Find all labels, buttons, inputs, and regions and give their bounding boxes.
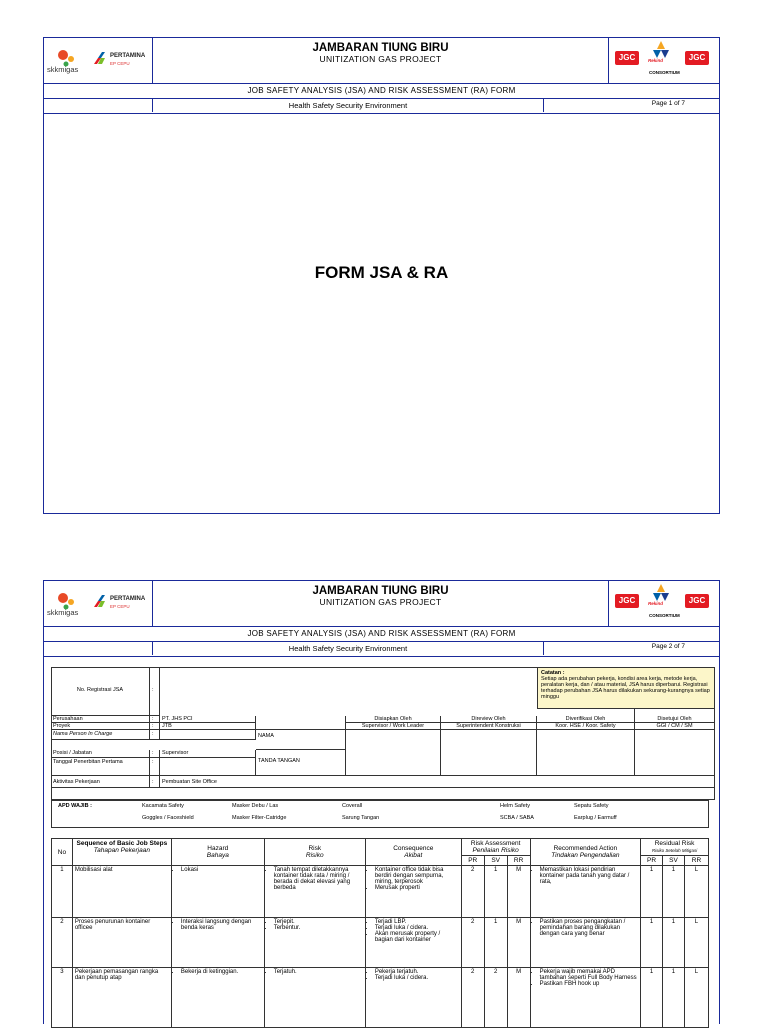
project-subtitle: UNITIZATION GAS PROJECT (319, 597, 442, 607)
row-pr: 2 (461, 918, 484, 968)
pertamina-logo-text: PERTAMINA (110, 596, 146, 602)
consequence-item: • Terjadi LBP. (375, 919, 459, 925)
col-risk (264, 839, 365, 866)
col-seq (72, 839, 171, 866)
note-text: Setiap ada perubahan pekerja, kondisi area kerja, metode kerja, peralatan kerja, dan / atau material, JSA harus diperbarui. Registrasi terhadap perubahan JSA harus dilakukan sekurang-kurangnya setiap minggu (541, 676, 710, 700)
note-title: Catatan : (541, 670, 565, 676)
pertamina-logo-icon (92, 50, 108, 66)
col-consequence (365, 839, 461, 866)
apd-item: Sepatu Safety (574, 803, 609, 809)
row-action (530, 968, 641, 1028)
form-title: JOB SAFETY ANALYSIS (JSA) AND RISK ASSESSMENT (RA) FORM (44, 627, 719, 642)
row-res-rr: L (684, 968, 708, 1028)
jgc-logo-left: JGC (615, 51, 639, 65)
project-subtitle: UNITIZATION GAS PROJECT (319, 54, 442, 64)
col-consequence-en: Consequence (393, 845, 434, 852)
jgc-logo-right: JGC (685, 51, 709, 65)
project-value: JTB (160, 723, 256, 730)
row-res-pr: 1 (641, 968, 663, 1028)
row-hazard (171, 866, 264, 918)
col-residual-en: Residual Risk (654, 840, 695, 847)
row-pr: 2 (461, 968, 484, 1028)
rekind-logo-text: Rekind (648, 58, 664, 63)
cover-title: FORM JSA & RA (314, 263, 449, 282)
date-colon: : (150, 758, 160, 776)
row-res-sv: 1 (663, 866, 685, 918)
jsa-info-block (51, 664, 719, 804)
col-action-id: Tindakan Pengendalian (551, 852, 620, 859)
hazard-item: • Lokasi (181, 867, 262, 873)
apd-label: APD WAJIB : (58, 803, 92, 809)
col-res-sv: SV (663, 856, 685, 866)
department-row (44, 642, 719, 657)
row-no: 1 (52, 866, 73, 918)
col-risk-id: Risiko (305, 852, 324, 859)
consequence-item: • Pekerja terjatuh. (375, 969, 459, 975)
row-action (530, 918, 641, 968)
col-sv: SV (484, 856, 507, 866)
table-row (52, 968, 709, 1028)
col-consequence-id: Akibat (404, 852, 423, 859)
consequence-item: • Akan merusak property / bagian dari kontainer (375, 931, 459, 943)
col-action-en: Recommended Action (553, 845, 618, 852)
col-rr: RR (507, 856, 530, 866)
prepared-by-label: Disiapkan Oleh (346, 716, 441, 723)
approved-by-role: GGI / CM / SM (635, 723, 715, 730)
risk-item: • Terjepit. (274, 919, 363, 925)
client-logos (44, 38, 153, 83)
activity-value: Pembuatan Site Office (160, 776, 715, 788)
pic-value (160, 730, 256, 740)
table-row (52, 918, 709, 968)
page-1 (43, 37, 720, 514)
consequence-item: • Terjadi luka / cidera. (375, 975, 459, 981)
rekind-logo-text: Rekind (648, 601, 664, 606)
project-colon: : (150, 723, 160, 730)
col-ra-id: Penilaian Risiko (472, 847, 519, 854)
row-risk (264, 866, 365, 918)
col-pr: PR (461, 856, 484, 866)
activity-label: Aktivitas Pekerjaan (51, 776, 150, 788)
consortium-label: CONSORTIUM (649, 70, 680, 75)
row-rr: M (507, 968, 530, 1028)
contractor-logos (608, 38, 719, 83)
action-item: • Memastikan lokasi pendirian kontainer pada tanah yang datar / rata, (540, 867, 639, 885)
form-title: JOB SAFETY ANALYSIS (JSA) AND RISK ASSESSMENT (RA) FORM (44, 84, 719, 99)
header-title-block (152, 585, 609, 607)
note-box (537, 667, 715, 709)
row-rr: M (507, 918, 530, 968)
department-name: Health Safety Security Environment (152, 99, 544, 112)
project-label: Proyek (51, 723, 150, 730)
verified-by-label: Diverifikasi Oleh (537, 709, 635, 723)
prepared-by-role: Supervisor / Work Leader (346, 723, 441, 730)
hazard-table (51, 838, 709, 1028)
hazard-item: • Bekerja di ketinggian. (181, 969, 262, 975)
row-hazard (171, 918, 264, 968)
row-res-rr: L (684, 918, 708, 968)
row-step: Mobilisasi alat (72, 866, 171, 918)
apd-item: Masker Filter-Catridge (232, 815, 287, 821)
consequence-item: • Kontainer office tidak bisa berdiri dengan sempurna, miring, terperosok (375, 867, 459, 885)
row-action (530, 866, 641, 918)
col-no: No (52, 839, 73, 866)
row-consequence (365, 918, 461, 968)
col-risk-en: Risk (308, 845, 322, 852)
apd-item: Masker Debu / Las (232, 803, 279, 809)
row-no: 3 (52, 968, 73, 1028)
skkmigas-logo-text: skkmigas (47, 65, 79, 74)
company-value: PT. JHS PCI (160, 716, 256, 723)
row-consequence (365, 968, 461, 1028)
row-risk (264, 968, 365, 1028)
action-item: • Pastikan proses pengangkatan / pemindahan barang dilakukan dengan cara yang benar (540, 919, 639, 937)
project-title: JAMBARAN TIUNG BIRU (312, 585, 449, 597)
date-value (160, 758, 256, 776)
jgc-logo-left: JGC (615, 594, 639, 608)
row-res-sv: 1 (663, 968, 685, 1028)
company-colon: : (150, 716, 160, 723)
department-row (44, 99, 719, 114)
action-item: • Pekerja wajib memakai APD tambahan seperti Full Body Harness (540, 969, 639, 981)
row-sv: 2 (484, 968, 507, 1028)
contractor-logos (608, 581, 719, 626)
consortium-label: CONSORTIUM (649, 613, 680, 618)
row-rr: M (507, 866, 530, 918)
col-hazard (171, 839, 264, 866)
header-title-block (152, 42, 609, 64)
row-sv: 1 (484, 866, 507, 918)
risk-item: • Terjatuh. (274, 969, 363, 975)
jgc-logo-right: JGC (685, 594, 709, 608)
row-res-sv: 1 (663, 918, 685, 968)
action-item: • Pastikan FBH hook up (540, 981, 639, 987)
row-consequence (365, 866, 461, 918)
client-logos (44, 581, 153, 626)
row-step: Pekerjaan pemasangan rangka dan penutup atap (72, 968, 171, 1028)
row-res-rr: L (684, 866, 708, 918)
col-seq-en: Sequence of Basic Job Steps (76, 840, 168, 847)
page-header (44, 581, 719, 627)
col-ra-en: Risk Assessment (470, 840, 521, 847)
pertamina-logo-sub: EP CEPU (110, 604, 130, 609)
page-2 (43, 580, 720, 1024)
approved-by-label: Disetujui Oleh (635, 709, 715, 723)
apd-item: Kacamata Safety (142, 803, 184, 809)
date-label: Tanggal Penerbitan Pertama (51, 758, 150, 776)
risk-item: • Terbentur. (274, 925, 363, 931)
position-value: Supervisor (160, 750, 256, 758)
apd-required (51, 800, 709, 828)
row-sv: 1 (484, 918, 507, 968)
reviewed-by-role: Superintendent Konstruksi (441, 723, 537, 730)
company-label: Perusahaan (51, 716, 150, 723)
row-hazard (171, 968, 264, 1028)
blank-cell (256, 716, 346, 730)
pertamina-logo-icon (92, 593, 108, 609)
row-step: Proses penurunan kontainer officee (72, 918, 171, 968)
apd-item: Earplug / Earmuff (574, 815, 617, 821)
col-res-pr: PR (641, 856, 663, 866)
approved-by-sign (635, 730, 715, 776)
verified-by-sign (537, 730, 635, 776)
pic-colon: : (150, 730, 160, 740)
apd-item: Sarung Tangan (342, 815, 380, 821)
consequence-item: • Terjadi luka / cidera. (375, 925, 459, 931)
verified-by-role: Koor. HSE / Koor. Safety (537, 723, 635, 730)
col-hazard-id: Bahaya (206, 852, 229, 859)
row-pr: 2 (461, 866, 484, 918)
signature-label: TANDA TANGAN (256, 750, 346, 776)
reviewed-by-sign (441, 730, 537, 776)
row-risk (264, 918, 365, 968)
department-name: Health Safety Security Environment (152, 642, 544, 655)
row-res-pr: 1 (641, 918, 663, 968)
row-no: 2 (52, 918, 73, 968)
position-colon: : (150, 750, 160, 758)
apd-item: Coverall (342, 803, 363, 809)
prepared-by-sign (346, 730, 441, 776)
table-row (52, 866, 709, 918)
activity-colon: : (150, 776, 160, 788)
risk-item: • Tanah tempat diletakkannya kontainer tidak rata / miring / berada di dekat elevasi yang berbeda (274, 867, 363, 891)
col-residual-id: Risiko Setelah Mitigasi (651, 848, 698, 853)
nama-label: NAMA (256, 730, 346, 750)
consequence-item: • Merusak properti (375, 885, 459, 891)
pic-label: Nama Person In Charge (51, 730, 150, 740)
pertamina-logo-text: PERTAMINA (110, 53, 146, 59)
reg-colon: : (150, 667, 160, 716)
col-action (530, 839, 641, 866)
skkmigas-logo-text: skkmigas (47, 608, 79, 617)
position-label: Posisi / Jabatan (51, 750, 150, 758)
reviewed-by-label: Direview Oleh (441, 716, 537, 723)
pertamina-logo-sub: EP CEPU (110, 61, 130, 66)
page-number: Page 1 of 7 (651, 100, 685, 107)
col-risk-assessment (461, 839, 530, 856)
col-res-rr: RR (684, 856, 708, 866)
page-number: Page 2 of 7 (651, 643, 685, 650)
col-hazard-en: Hazard (207, 845, 229, 852)
apd-item: SCBA / SABA (500, 815, 534, 821)
row-res-pr: 1 (641, 866, 663, 918)
project-title: JAMBARAN TIUNG BIRU (312, 42, 449, 54)
apd-item: Helm Safety (500, 803, 530, 809)
apd-item: Goggles / Faceshield (142, 815, 194, 821)
col-seq-id: Tahapan Pekerjaan (93, 847, 150, 854)
reg-label: No. Registrasi JSA (51, 667, 150, 716)
col-residual (641, 839, 709, 856)
page-header (44, 38, 719, 84)
hazard-item: • Interaksi langsung dengan benda keras (181, 919, 262, 931)
